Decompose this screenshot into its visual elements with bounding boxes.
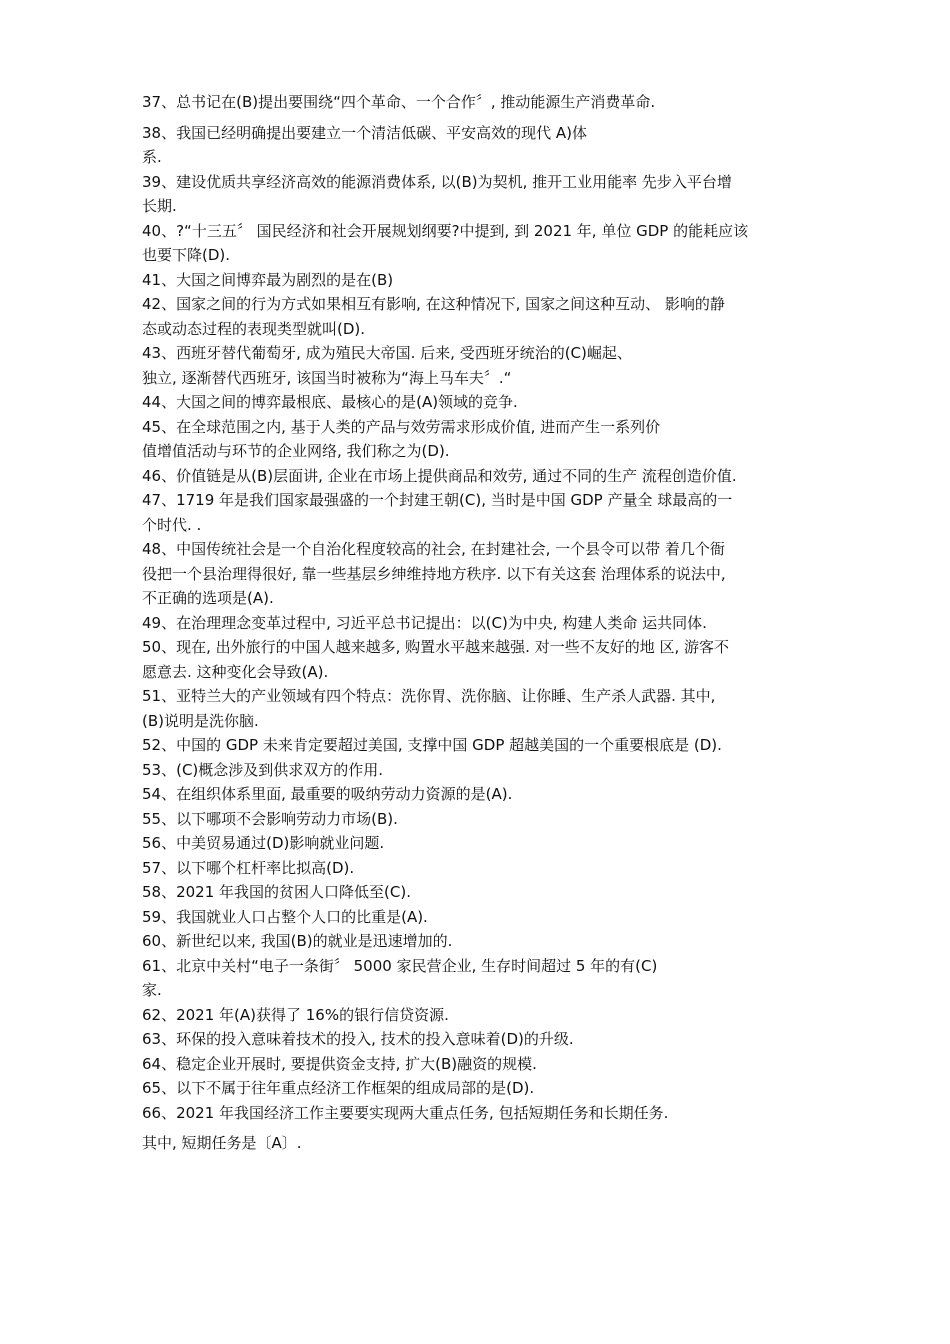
text-line-55: 55、以下哪项不会影响劳动力市场(B). bbox=[142, 809, 398, 828]
text-line-48: 48、中国传统社会是一个自治化程度较高的社会, 在封建社会, 一个县令可以带 着几个衙 bbox=[142, 540, 725, 558]
text-line-61: 61、北京中关村“电子一条街〞 5000 家民营企业, 生存时间超过 5 年的有(C) bbox=[142, 956, 658, 975]
text-line-57: 57、以下哪个杠杆率比拟高(D). bbox=[142, 858, 355, 877]
text-line-51-cont: (B)说明是洗你脑. bbox=[142, 711, 259, 730]
text-line-44: 44、大国之间的博弈最根底、最核心的是(A)领域的竞争. bbox=[142, 393, 518, 411]
text-line-48-cont2: 不正确的选项是(A). bbox=[142, 589, 274, 607]
text-line-50: 50、现在, 出外旅行的中国人越来越多, 购置水平越来越强. 对一些不友好的地 区, 游客不 bbox=[142, 638, 730, 656]
text-line-63: 63、环保的投入意味着技术的投入, 技术的投入意味着(D)的升级. bbox=[142, 1030, 574, 1048]
text-line-42-cont: 态或动态过程的表现类型就叫(D). bbox=[142, 319, 366, 338]
text-line-66-cont: 其中, 短期任务是〔A〕. bbox=[142, 1134, 302, 1152]
text-line-60: 60、新世纪以来, 我国(B)的就业是迅速增加的. bbox=[142, 932, 453, 950]
question-list bbox=[142, 90, 814, 1156]
text-line-41: 41、大国之间博弈最为剧烈的是在(B) bbox=[142, 270, 394, 289]
text-line-50-cont: 愿意去. 这种变化会导致(A). bbox=[142, 662, 329, 681]
text-line-47-cont: 个时代. . bbox=[142, 515, 202, 534]
text-line-45: 45、在全球范围之内, 基于人类的产品与效劳需求形成价值, 进而产生一系列价 bbox=[142, 417, 661, 436]
text-line-42: 42、国家之间的行为方式如果相互有影响, 在这种情况下, 国家之间这种互动、 影响的静 bbox=[142, 295, 725, 313]
text-line-54: 54、在组织体系里面, 最重要的吸纳劳动力资源的是(A). bbox=[142, 785, 513, 803]
text-line-43-cont: 独立, 逐渐替代西班牙, 该国当时被称为“海上马车夫〞.“ bbox=[142, 368, 512, 387]
text-line-66: 66、2021 年我国经济工作主要要实现两大重点任务, 包括短期任务和长期任务. bbox=[142, 1103, 669, 1122]
text-line-51: 51、亚特兰大的产业领域有四个特点：洗你胃、洗你脑、让你睡、生产杀人武器. 其中, bbox=[142, 687, 716, 705]
text-line-53: 53、(C)概念涉及到供求双方的作用. bbox=[142, 760, 384, 779]
text-line-52: 52、中国的 GDP 未来肯定要超过美国, 支撑中国 GDP 超越美国的一个重要根底是 (D). bbox=[142, 736, 722, 754]
text-line-49: 49、在治理理念变革过程中, 习近平总书记提出：以(C)为中央, 构建人类命 运共同体. bbox=[142, 613, 707, 632]
text-line-65: 65、以下不属于往年重点经济工作框架的组成局部的是(D). bbox=[142, 1079, 535, 1097]
text-line-56: 56、中美贸易通过(D)影响就业问题. bbox=[142, 834, 385, 852]
text-line-62: 62、2021 年(A)获得了 16%的银行信贷资源. bbox=[142, 1005, 449, 1024]
text-line-37: 37、总书记在(B)提出要围绕“四个革命、一个合作〞, 推动能源生产消费革命. bbox=[142, 93, 656, 111]
text-line-59: 59、我国就业人口占整个人口的比重是(A). bbox=[142, 907, 428, 926]
text-line-61-cont: 家. bbox=[142, 981, 162, 999]
text-line-45-cont: 值增值活动与环节的企业网络, 我们称之为(D). bbox=[142, 442, 450, 460]
text-line-48-cont: 役把一个县治理得很好, 靠一些基层乡绅维持地方秩序. 以下有关这套 治理体系的说法中, bbox=[142, 564, 726, 583]
text-line-38: 38、我国已经明确提出要建立一个清洁低碳、平安高效的现代 A)体 bbox=[142, 123, 587, 142]
text-line-58: 58、2021 年我国的贫困人口降低至(C). bbox=[142, 883, 411, 901]
text-line-39-cont: 长期. bbox=[142, 197, 177, 215]
text-line-46: 46、价值链是从(B)层面讲, 企业在市场上提供商品和效劳, 通过不同的生产 流程创造价值. bbox=[142, 466, 737, 485]
text-line-64: 64、稳定企业开展时, 要提供资金支持, 扩大(B)融资的规模. bbox=[142, 1054, 537, 1073]
text-line-38-cont: 系. bbox=[142, 148, 162, 166]
text-line-47: 47、1719 年是我们国家最强盛的一个封建王朝(C), 当时是中国 GDP 产量全 球最高的一 bbox=[142, 491, 733, 509]
text-line-39: 39、建设优质共享经济高效的能源消费体系, 以(B)为契机, 推开工业用能率 先步入平台增 bbox=[142, 172, 732, 191]
text-line-43: 43、西班牙替代葡萄牙, 成为殖民大帝国. 后来, 受西班牙统治的(C)崛起、 bbox=[142, 344, 632, 362]
text-line-40: 40、?“十三五〞 国民经济和社会开展规划纲要?中提到, 到 2021 年, 单位 GDP 的能耗应该 bbox=[142, 221, 749, 240]
text-line-40-cont: 也要下降(D). bbox=[142, 246, 231, 264]
